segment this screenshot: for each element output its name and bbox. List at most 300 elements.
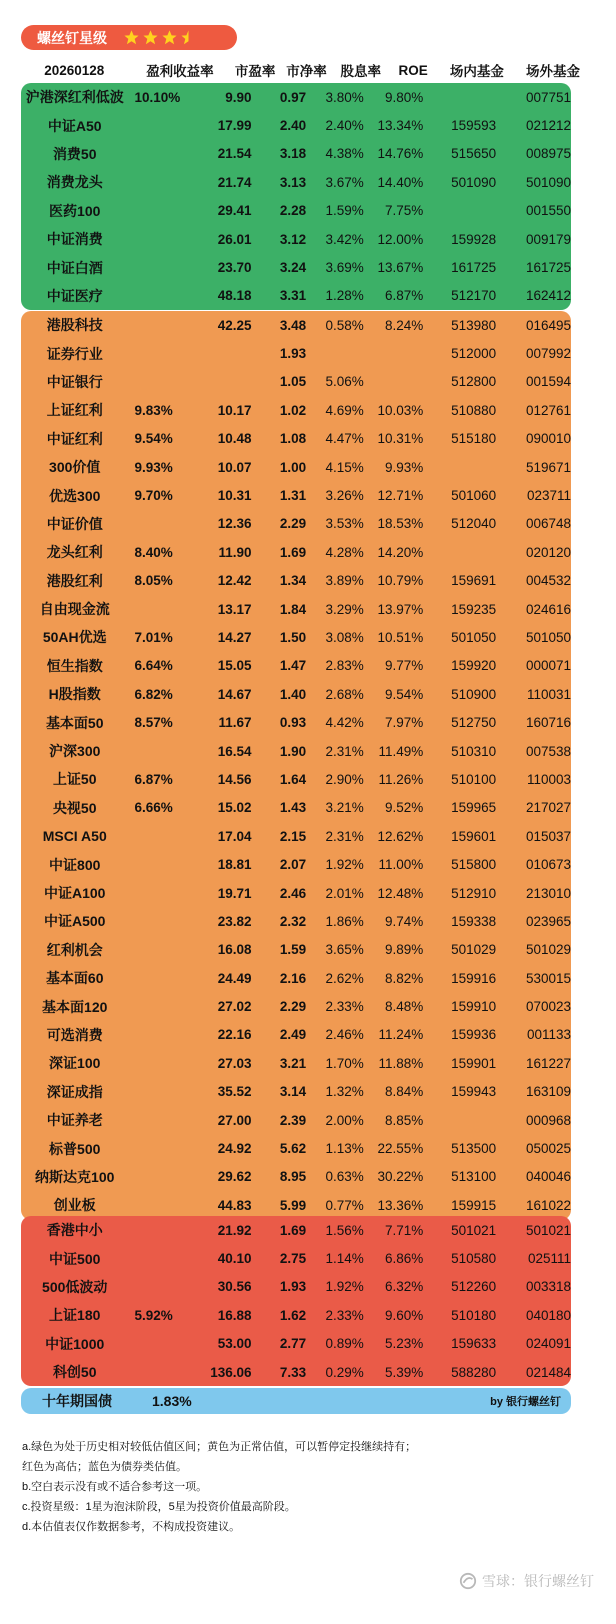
on-exchange-fund: 159235 xyxy=(451,601,497,617)
pb-ratio: 7.33 xyxy=(279,1364,307,1380)
roe: 13.97% xyxy=(377,601,424,617)
index-name: 证券行业 xyxy=(46,345,103,362)
roe: 11.24% xyxy=(378,1027,424,1043)
table-row xyxy=(21,538,571,566)
on-exchange-fund: 512800 xyxy=(451,374,497,390)
dividend-yield: 0.63% xyxy=(325,1169,364,1185)
roe: 12.48% xyxy=(377,885,424,901)
off-exchange-fund: 025111 xyxy=(527,1251,571,1267)
on-exchange-fund: 159691 xyxy=(451,573,497,589)
on-exchange-fund: 510100 xyxy=(451,771,497,787)
index-name: 中证1000 xyxy=(45,1335,105,1352)
footnote-line: 红色为高估；蓝色为债券类估值。 xyxy=(22,1461,187,1473)
pe-ratio: 10.17 xyxy=(217,402,252,418)
table-row xyxy=(21,567,571,595)
dividend-yield: 3.69% xyxy=(325,260,364,276)
table-row xyxy=(21,339,571,367)
earnings-yield: 6.66% xyxy=(134,800,173,816)
dividend-yield: 2.01% xyxy=(325,885,364,901)
index-name: 医药100 xyxy=(49,202,101,219)
table-row xyxy=(21,368,571,396)
index-name: 深证100 xyxy=(49,1055,101,1072)
off-exchange-fund: 021212 xyxy=(525,118,571,134)
pe-ratio: 29.41 xyxy=(217,203,252,219)
footnote-line: d.本估值表仅作数据参考，不构成投资建议。 xyxy=(22,1521,241,1533)
dividend-yield: 0.29% xyxy=(325,1364,364,1380)
bond-name: 十年期国债 xyxy=(42,1393,112,1409)
dividend-yield: 3.21% xyxy=(325,800,364,816)
pb-ratio: 1.69 xyxy=(279,1222,307,1238)
pe-ratio: 15.05 xyxy=(217,658,252,674)
earnings-yield: 9.93% xyxy=(134,459,173,475)
dividend-yield: 1.70% xyxy=(325,1055,364,1071)
pe-ratio: 44.83 xyxy=(217,1197,252,1213)
dividend-yield: 4.69% xyxy=(325,402,364,418)
roe: 12.00% xyxy=(377,231,424,247)
header-off-exchange: 场外基金 xyxy=(526,64,580,79)
author-credit: by 银行螺丝钉 xyxy=(490,1396,561,1408)
roe: 5.39% xyxy=(384,1364,424,1380)
dividend-yield: 3.42% xyxy=(325,231,364,247)
index-name: 红利机会 xyxy=(46,941,103,958)
table-row xyxy=(21,396,571,424)
roe: 6.86% xyxy=(384,1251,424,1267)
pb-ratio: 2.16 xyxy=(279,970,307,986)
pe-ratio: 16.88 xyxy=(217,1307,252,1323)
table-row xyxy=(21,253,571,281)
index-name: 央视50 xyxy=(52,799,97,816)
on-exchange-fund: 513100 xyxy=(451,1169,497,1185)
pe-ratio: 27.00 xyxy=(217,1112,252,1128)
dividend-yield: 4.38% xyxy=(325,146,364,162)
footnote-line: a.绿色为处于历史相对较低估值区间；黄色为正常估值，可以暂停定投继续持有； xyxy=(22,1441,417,1453)
dividend-yield: 1.13% xyxy=(325,1141,364,1157)
pe-ratio: 48.18 xyxy=(217,288,252,304)
index-name: 标普500 xyxy=(49,1140,101,1157)
on-exchange-fund: 510880 xyxy=(451,402,497,418)
table-row xyxy=(21,481,571,509)
pe-ratio: 14.67 xyxy=(217,686,252,702)
table-header xyxy=(21,58,592,82)
pe-ratio: 24.49 xyxy=(217,970,252,986)
off-exchange-fund: 020120 xyxy=(525,544,571,560)
on-exchange-fund: 501050 xyxy=(451,629,497,645)
on-exchange-fund: 501060 xyxy=(451,488,497,504)
on-exchange-fund: 159920 xyxy=(451,658,497,674)
pe-ratio: 23.82 xyxy=(217,913,252,929)
table-row xyxy=(21,1078,571,1106)
on-exchange-fund: 515650 xyxy=(451,146,497,162)
undervalued-group xyxy=(21,83,571,310)
on-exchange-fund: 159910 xyxy=(451,999,497,1015)
pb-ratio: 1.50 xyxy=(279,629,307,645)
earnings-yield: 8.05% xyxy=(134,573,173,589)
off-exchange-fund: 008975 xyxy=(525,146,571,162)
roe: 30.22% xyxy=(377,1169,424,1185)
dividend-yield: 1.86% xyxy=(325,913,364,929)
on-exchange-fund: 159936 xyxy=(451,1027,497,1043)
roe: 7.71% xyxy=(384,1222,424,1238)
on-exchange-fund: 512260 xyxy=(451,1279,497,1295)
bond-row xyxy=(21,1388,571,1414)
off-exchange-fund: 213010 xyxy=(525,885,571,901)
roe: 9.93% xyxy=(384,459,424,475)
on-exchange-fund: 159901 xyxy=(451,1055,497,1071)
table-row xyxy=(21,197,571,225)
index-name: 创业板 xyxy=(53,1197,96,1214)
dividend-yield: 2.46% xyxy=(325,1027,364,1043)
earnings-yield: 8.40% xyxy=(134,544,173,560)
dividend-yield: 3.29% xyxy=(325,601,364,617)
pb-ratio: 2.75 xyxy=(279,1251,307,1267)
index-name: 香港中小 xyxy=(46,1222,103,1239)
table-row xyxy=(21,879,571,907)
roe: 6.87% xyxy=(384,288,424,304)
index-name: H股指数 xyxy=(48,686,101,703)
table-row xyxy=(21,282,571,310)
off-exchange-fund: 015037 xyxy=(525,828,571,844)
roe: 6.32% xyxy=(384,1279,424,1295)
pe-ratio: 12.36 xyxy=(217,516,252,532)
off-exchange-fund: 161725 xyxy=(525,260,571,276)
on-exchange-fund: 512040 xyxy=(451,516,497,532)
header-roe: ROE xyxy=(398,62,428,78)
pb-ratio: 1.84 xyxy=(279,601,307,617)
pe-ratio: 23.70 xyxy=(217,260,252,276)
pe-ratio: 22.16 xyxy=(217,1027,252,1043)
off-exchange-fund: 217027 xyxy=(525,800,571,816)
header-div: 股息率 xyxy=(340,64,381,79)
off-exchange-fund: 024091 xyxy=(525,1336,571,1352)
on-exchange-fund: 501090 xyxy=(451,174,497,190)
on-exchange-fund: 513500 xyxy=(451,1141,497,1157)
header-pb: 市净率 xyxy=(286,64,327,79)
index-name: 500低波动 xyxy=(42,1278,108,1295)
table-row xyxy=(21,1244,571,1272)
footnote-line: c.投资星级：1星为泡沫阶段，5星为投资价值最高阶段。 xyxy=(22,1501,296,1513)
roe: 12.71% xyxy=(377,488,424,504)
pb-ratio: 2.07 xyxy=(279,857,307,873)
pe-ratio: 29.62 xyxy=(217,1169,252,1185)
earnings-yield: 6.64% xyxy=(134,658,173,674)
pb-ratio: 1.40 xyxy=(279,686,307,702)
table-row xyxy=(21,936,571,964)
on-exchange-fund: 588280 xyxy=(451,1364,497,1380)
table-row xyxy=(21,794,571,822)
roe: 10.51% xyxy=(377,629,424,645)
pb-ratio: 1.90 xyxy=(279,743,307,759)
dividend-yield: 1.28% xyxy=(325,288,364,304)
dividend-yield: 1.92% xyxy=(325,1279,364,1295)
on-exchange-fund: 159338 xyxy=(451,913,497,929)
roe: 14.20% xyxy=(377,544,424,560)
table-row xyxy=(21,83,571,111)
on-exchange-fund: 159915 xyxy=(451,1197,497,1213)
pb-ratio: 0.97 xyxy=(279,89,307,105)
off-exchange-fund: 021484 xyxy=(525,1364,571,1380)
star-half-icon xyxy=(180,29,197,46)
pb-ratio: 3.13 xyxy=(279,174,307,190)
pb-ratio: 1.47 xyxy=(279,658,307,674)
pe-ratio: 16.54 xyxy=(217,743,252,759)
table-row xyxy=(21,1134,571,1162)
pe-ratio: 26.01 xyxy=(217,231,252,247)
index-name: 中证500 xyxy=(49,1250,101,1267)
index-name: 龙头红利 xyxy=(46,544,103,561)
pe-ratio: 12.42 xyxy=(217,573,252,589)
table-row xyxy=(21,225,571,253)
off-exchange-fund: 001133 xyxy=(526,1027,571,1043)
roe: 14.76% xyxy=(377,146,424,162)
star-rating-badge xyxy=(21,25,237,50)
table-row xyxy=(21,311,571,339)
roe: 9.89% xyxy=(384,942,424,958)
off-exchange-fund: 070023 xyxy=(525,999,571,1015)
dividend-yield: 1.14% xyxy=(325,1251,364,1267)
table-row xyxy=(21,623,571,651)
off-exchange-fund: 016495 xyxy=(525,317,571,333)
pb-ratio: 1.64 xyxy=(279,771,307,787)
off-exchange-fund: 007538 xyxy=(525,743,571,759)
table-row xyxy=(21,510,571,538)
footnotes xyxy=(22,1437,582,1537)
pb-ratio: 2.40 xyxy=(279,118,307,134)
on-exchange-fund: 512000 xyxy=(451,346,497,362)
index-name: 中证A500 xyxy=(43,913,106,930)
header-date: 20260128 xyxy=(44,62,105,78)
on-exchange-fund: 161725 xyxy=(451,260,497,276)
pb-ratio: 2.15 xyxy=(279,828,307,844)
pe-ratio: 10.31 xyxy=(217,488,252,504)
star-full-icon xyxy=(161,29,178,46)
dividend-yield: 2.31% xyxy=(325,743,364,759)
dividend-yield: 2.00% xyxy=(325,1112,364,1128)
roe: 12.62% xyxy=(377,828,424,844)
roe: 9.74% xyxy=(384,913,424,929)
index-name: 港股红利 xyxy=(46,572,103,589)
on-exchange-fund: 512750 xyxy=(451,715,497,731)
earnings-yield: 7.01% xyxy=(134,629,173,645)
dividend-yield: 2.83% xyxy=(325,658,364,674)
dividend-yield: 3.80% xyxy=(325,89,364,105)
header-pe: 市盈率 xyxy=(234,64,276,79)
roe: 7.97% xyxy=(384,715,424,731)
pb-ratio: 2.29 xyxy=(279,999,307,1015)
off-exchange-fund: 110003 xyxy=(526,771,571,787)
pb-ratio: 3.31 xyxy=(279,288,307,304)
earnings-yield: 9.83% xyxy=(134,402,173,418)
roe: 18.53% xyxy=(377,516,424,532)
pb-ratio: 1.31 xyxy=(279,488,307,504)
roe: 10.31% xyxy=(377,431,424,447)
off-exchange-fund: 160716 xyxy=(525,715,571,731)
off-exchange-fund: 162412 xyxy=(525,288,571,304)
roe: 8.48% xyxy=(384,999,424,1015)
on-exchange-fund: 159633 xyxy=(451,1336,497,1352)
index-name: 300价值 xyxy=(49,459,101,476)
roe: 14.40% xyxy=(377,174,424,190)
roe: 9.54% xyxy=(384,686,424,702)
table-row xyxy=(21,140,571,168)
dividend-yield: 3.53% xyxy=(325,516,364,532)
pb-ratio: 1.08 xyxy=(279,431,307,447)
pb-ratio: 2.28 xyxy=(279,203,307,219)
pe-ratio: 42.25 xyxy=(217,317,252,333)
dividend-yield: 1.56% xyxy=(325,1222,364,1238)
index-name: 优选300 xyxy=(49,487,101,504)
header-yield: 盈利收益率 xyxy=(146,64,214,79)
table-row xyxy=(21,964,571,992)
on-exchange-fund: 501021 xyxy=(451,1222,497,1238)
dividend-yield: 4.42% xyxy=(325,715,364,731)
on-exchange-fund: 512910 xyxy=(451,885,497,901)
dividend-yield: 0.89% xyxy=(325,1336,364,1352)
pe-ratio: 19.71 xyxy=(217,885,252,901)
pe-ratio: 53.00 xyxy=(217,1336,252,1352)
pb-ratio: 5.99 xyxy=(279,1197,307,1213)
index-name: 中证A50 xyxy=(47,117,102,134)
on-exchange-fund: 510900 xyxy=(451,686,497,702)
table-row xyxy=(21,425,571,453)
earnings-yield: 8.57% xyxy=(134,715,173,731)
table-row xyxy=(21,1301,571,1329)
dividend-yield: 3.67% xyxy=(325,174,364,190)
pb-ratio: 1.05 xyxy=(279,374,307,390)
pe-ratio: 10.07 xyxy=(217,459,252,475)
index-name: 中证医疗 xyxy=(46,287,103,304)
off-exchange-fund: 163109 xyxy=(525,1084,571,1100)
index-name: 沪深300 xyxy=(49,743,101,760)
earnings-yield: 9.54% xyxy=(134,431,173,447)
off-exchange-fund: 501050 xyxy=(525,629,571,645)
dividend-yield: 3.89% xyxy=(325,573,364,589)
pb-ratio: 3.48 xyxy=(279,317,307,333)
roe: 8.82% xyxy=(384,970,424,986)
index-name: 基本面50 xyxy=(45,714,104,731)
table-row xyxy=(21,1163,571,1191)
dividend-yield: 1.59% xyxy=(325,203,364,219)
overvalued-group xyxy=(21,1216,571,1386)
on-exchange-fund: 159916 xyxy=(451,970,497,986)
roe: 7.75% xyxy=(384,203,424,219)
dividend-yield: 2.33% xyxy=(325,1307,364,1323)
pb-ratio: 2.77 xyxy=(279,1336,307,1352)
pb-ratio: 1.69 xyxy=(279,544,307,560)
off-exchange-fund: 530015 xyxy=(525,970,571,986)
index-name: 上证180 xyxy=(49,1307,101,1324)
index-name: 中证银行 xyxy=(46,373,103,390)
off-exchange-fund: 007751 xyxy=(525,89,571,105)
table-row xyxy=(21,1021,571,1049)
pb-ratio: 3.21 xyxy=(279,1055,307,1071)
index-name: 港股科技 xyxy=(46,317,103,334)
table-row xyxy=(21,992,571,1020)
star-full-icon xyxy=(123,29,140,46)
off-exchange-fund: 003318 xyxy=(525,1279,571,1295)
pb-ratio: 2.49 xyxy=(279,1027,307,1043)
pe-ratio: 136.06 xyxy=(210,1364,252,1380)
off-exchange-fund: 040180 xyxy=(525,1307,571,1323)
pe-ratio: 11.90 xyxy=(218,544,252,560)
pb-ratio: 1.59 xyxy=(279,942,307,958)
roe: 8.84% xyxy=(384,1084,424,1100)
off-exchange-fund: 024616 xyxy=(525,601,571,617)
snowball-icon xyxy=(459,1572,477,1590)
table-row xyxy=(21,168,571,196)
dividend-yield: 2.31% xyxy=(325,828,364,844)
table-row xyxy=(21,1106,571,1134)
roe: 10.03% xyxy=(377,402,424,418)
roe: 11.26% xyxy=(378,771,424,787)
roe: 11.00% xyxy=(378,857,424,873)
off-exchange-fund: 000968 xyxy=(525,1112,571,1128)
roe: 9.60% xyxy=(384,1307,424,1323)
index-name: 中证消费 xyxy=(46,231,103,248)
pe-ratio: 21.92 xyxy=(217,1222,252,1238)
index-name: 中证价值 xyxy=(46,515,103,532)
off-exchange-fund: 023965 xyxy=(525,913,571,929)
off-exchange-fund: 110031 xyxy=(526,686,571,702)
table-row xyxy=(21,765,571,793)
index-name: 深证成指 xyxy=(46,1083,103,1100)
off-exchange-fund: 519671 xyxy=(525,459,571,475)
rating-label: 螺丝钉星级 xyxy=(37,29,107,46)
roe: 5.23% xyxy=(384,1336,424,1352)
table-row xyxy=(21,850,571,878)
pb-ratio: 8.95 xyxy=(279,1169,307,1185)
on-exchange-fund: 510180 xyxy=(451,1307,497,1323)
earnings-yield: 10.10% xyxy=(134,89,181,105)
pe-ratio: 17.04 xyxy=(217,828,252,844)
pb-ratio: 3.12 xyxy=(279,231,307,247)
table-row xyxy=(21,453,571,481)
off-exchange-fund: 040046 xyxy=(525,1169,571,1185)
index-name: 中证养老 xyxy=(46,1112,103,1129)
dividend-yield: 4.28% xyxy=(325,544,364,560)
table-row xyxy=(21,1330,571,1358)
table-row xyxy=(21,680,571,708)
on-exchange-fund: 159593 xyxy=(451,118,497,134)
pb-ratio: 2.46 xyxy=(279,885,307,901)
off-exchange-fund: 501029 xyxy=(525,942,571,958)
index-name: 自由现金流 xyxy=(39,601,110,618)
index-name: 恒生指数 xyxy=(46,657,103,674)
pe-ratio: 14.27 xyxy=(217,629,252,645)
index-name: 基本面120 xyxy=(42,998,108,1015)
pb-ratio: 1.93 xyxy=(279,1279,307,1295)
pe-ratio: 9.90 xyxy=(225,89,252,105)
off-exchange-fund: 161022 xyxy=(525,1197,571,1213)
off-exchange-fund: 009179 xyxy=(525,231,571,247)
table-row xyxy=(21,1273,571,1301)
off-exchange-fund: 001594 xyxy=(525,374,571,390)
earnings-yield: 5.92% xyxy=(134,1307,173,1323)
off-exchange-fund: 050025 xyxy=(525,1141,571,1157)
off-exchange-fund: 004532 xyxy=(525,573,571,589)
on-exchange-fund: 159965 xyxy=(451,800,497,816)
pe-ratio: 27.02 xyxy=(217,999,252,1015)
table-row xyxy=(21,111,571,139)
pe-ratio: 10.48 xyxy=(217,431,252,447)
roe: 13.36% xyxy=(377,1197,424,1213)
index-name: 50AH优选 xyxy=(42,629,107,646)
roe: 8.85% xyxy=(384,1112,424,1128)
dividend-yield: 3.08% xyxy=(325,629,364,645)
roe: 11.49% xyxy=(378,743,424,759)
table-row xyxy=(21,708,571,736)
fair-value-group xyxy=(21,311,571,1220)
roe: 9.77% xyxy=(384,658,424,674)
